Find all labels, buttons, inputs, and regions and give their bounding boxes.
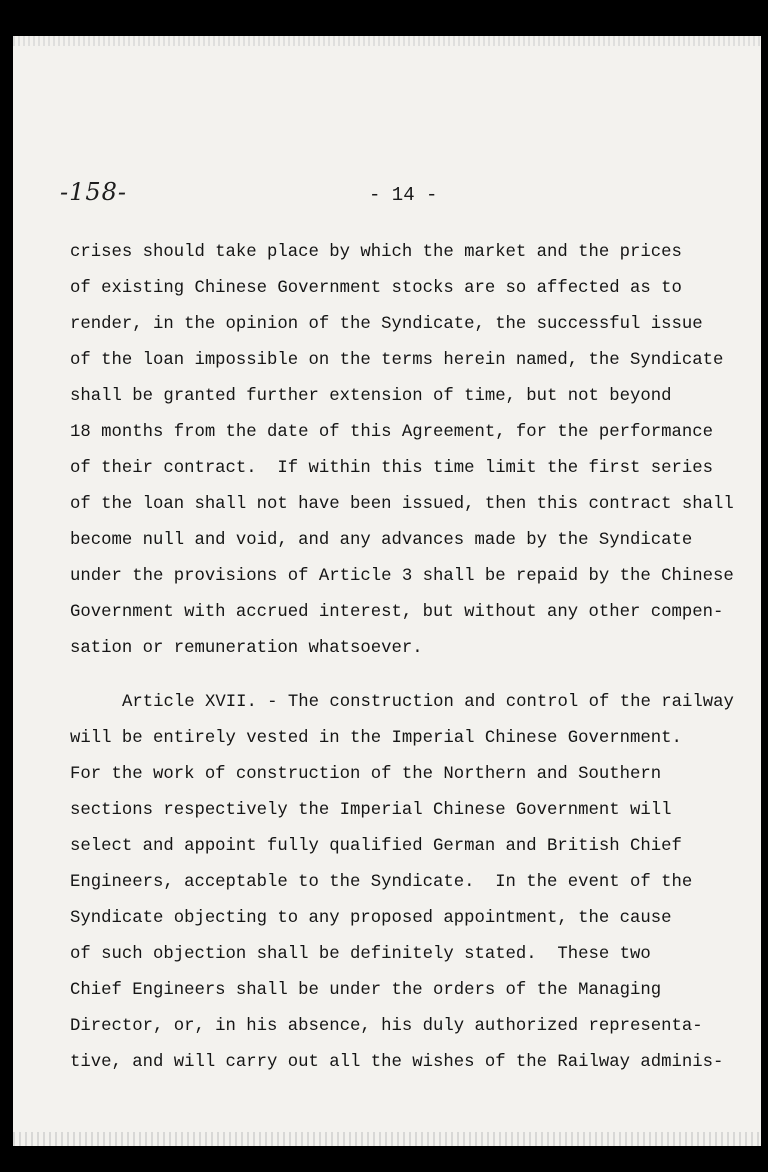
- page-number: - 14 -: [369, 184, 438, 206]
- paragraph-article-xvii: [70, 685, 761, 1081]
- text-line: of existing Chinese Government stocks are so affected as to: [70, 279, 682, 298]
- document-page: [13, 36, 761, 1146]
- text-line: crises should take place by which the market and the prices: [70, 243, 682, 262]
- handwritten-folio-number: -158-: [60, 178, 128, 206]
- text-line: sections respectively the Imperial Chinese Government will: [70, 801, 672, 820]
- text-line: sation or remuneration whatsoever.: [70, 639, 423, 658]
- text-line: Engineers, acceptable to the Syndicate. In the event of the: [70, 873, 693, 892]
- text-line: under the provisions of Article 3 shall be repaid by the Chinese: [70, 567, 734, 586]
- paragraph-gap: [70, 667, 761, 685]
- text-line: select and appoint fully qualified German and British Chief: [70, 837, 682, 856]
- text-line: 18 months from the date of this Agreement, for the performance: [70, 423, 713, 442]
- text-line: Syndicate objecting to any proposed appointment, the cause: [70, 909, 672, 928]
- text-line: tive, and will carry out all the wishes of the Railway adminis-: [70, 1053, 724, 1072]
- text-line: of the loan impossible on the terms herein named, the Syndicate: [70, 351, 724, 370]
- text-line: render, in the opinion of the Syndicate, the successful issue: [70, 315, 703, 334]
- document-body: [70, 235, 761, 1081]
- paragraph-continuation: [70, 235, 761, 667]
- text-line: of the loan shall not have been issued, then this contract shall: [70, 495, 734, 514]
- text-line: For the work of construction of the Northern and Southern: [70, 765, 662, 784]
- text-line: shall be granted further extension of time, but not beyond: [70, 387, 672, 406]
- text-line: become null and void, and any advances made by the Syndicate: [70, 531, 693, 550]
- text-line: Article XVII. - The construction and control of the railway: [122, 693, 734, 712]
- text-line: of their contract. If within this time limit the first series: [70, 459, 713, 478]
- text-line: of such objection shall be definitely stated. These two: [70, 945, 651, 964]
- text-line: Government with accrued interest, but without any other compen-: [70, 603, 724, 622]
- text-line: Chief Engineers shall be under the orders of the Managing: [70, 981, 662, 1000]
- text-line: Director, or, in his absence, his duly authorized representa-: [70, 1017, 703, 1036]
- text-line: will be entirely vested in the Imperial Chinese Government.: [70, 729, 682, 748]
